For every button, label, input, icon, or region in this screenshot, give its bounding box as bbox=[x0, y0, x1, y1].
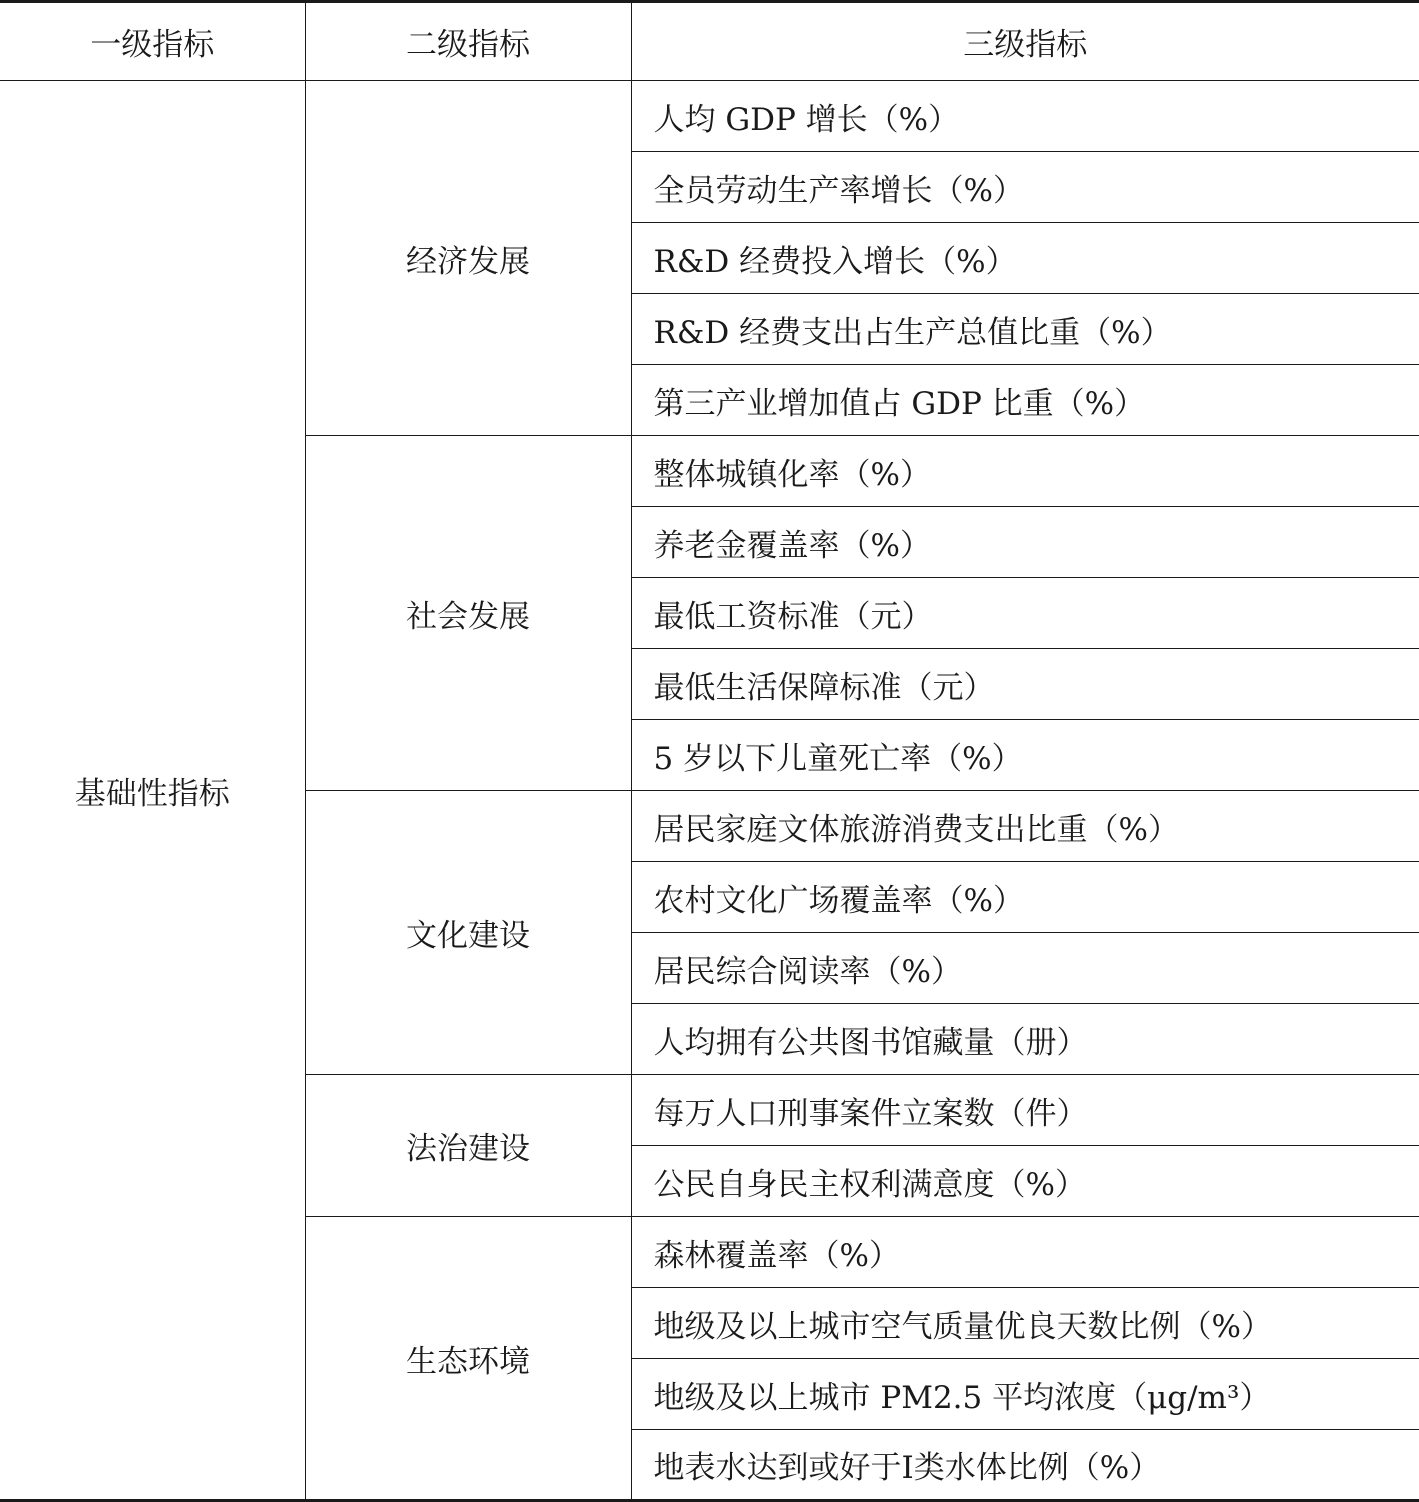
header-row bbox=[0, 2, 1419, 81]
level3-cell: 人均拥有公共图书馆藏量（册） bbox=[631, 1004, 1419, 1075]
level3-cell: 整体城镇化率（%） bbox=[631, 436, 1419, 507]
level3-cell: 居民综合阅读率（%） bbox=[631, 933, 1419, 1004]
level3-cell: 森林覆盖率（%） bbox=[631, 1217, 1419, 1288]
level3-cell: 地级及以上城市空气质量优良天数比例（%） bbox=[631, 1288, 1419, 1359]
level3-cell: 农村文化广场覆盖率（%） bbox=[631, 862, 1419, 933]
level3-cell: 第三产业增加值占 GDP 比重（%） bbox=[631, 365, 1419, 436]
level3-cell: 人均 GDP 增长（%） bbox=[631, 81, 1419, 152]
level2-cell: 社会发展 bbox=[305, 436, 631, 791]
level3-cell: R&D 经费投入增长（%） bbox=[631, 223, 1419, 294]
table-row bbox=[0, 81, 1419, 152]
level3-cell: 地表水达到或好于Ⅰ类水体比例（%） bbox=[631, 1430, 1419, 1501]
level3-cell: 最低工资标准（元） bbox=[631, 578, 1419, 649]
header-level2: 二级指标 bbox=[305, 2, 631, 81]
level3-cell: 全员劳动生产率增长（%） bbox=[631, 152, 1419, 223]
level3-cell: 公民自身民主权利满意度（%） bbox=[631, 1146, 1419, 1217]
header-level1: 一级指标 bbox=[0, 2, 305, 81]
level2-cell: 文化建设 bbox=[305, 791, 631, 1075]
level3-cell: 每万人口刑事案件立案数（件） bbox=[631, 1075, 1419, 1146]
level1-cell: 基础性指标 bbox=[0, 81, 305, 1501]
level2-cell: 经济发展 bbox=[305, 81, 631, 436]
header-level3: 三级指标 bbox=[631, 2, 1419, 81]
level3-cell: R&D 经费支出占生产总值比重（%） bbox=[631, 294, 1419, 365]
level2-cell: 法治建设 bbox=[305, 1075, 631, 1217]
level2-cell: 生态环境 bbox=[305, 1217, 631, 1501]
level3-cell: 地级及以上城市 PM2.5 平均浓度（μg/m³） bbox=[631, 1359, 1419, 1430]
level3-cell: 5 岁以下儿童死亡率（%） bbox=[631, 720, 1419, 791]
level3-cell: 最低生活保障标准（元） bbox=[631, 649, 1419, 720]
level3-cell: 居民家庭文体旅游消费支出比重（%） bbox=[631, 791, 1419, 862]
level3-cell: 养老金覆盖率（%） bbox=[631, 507, 1419, 578]
